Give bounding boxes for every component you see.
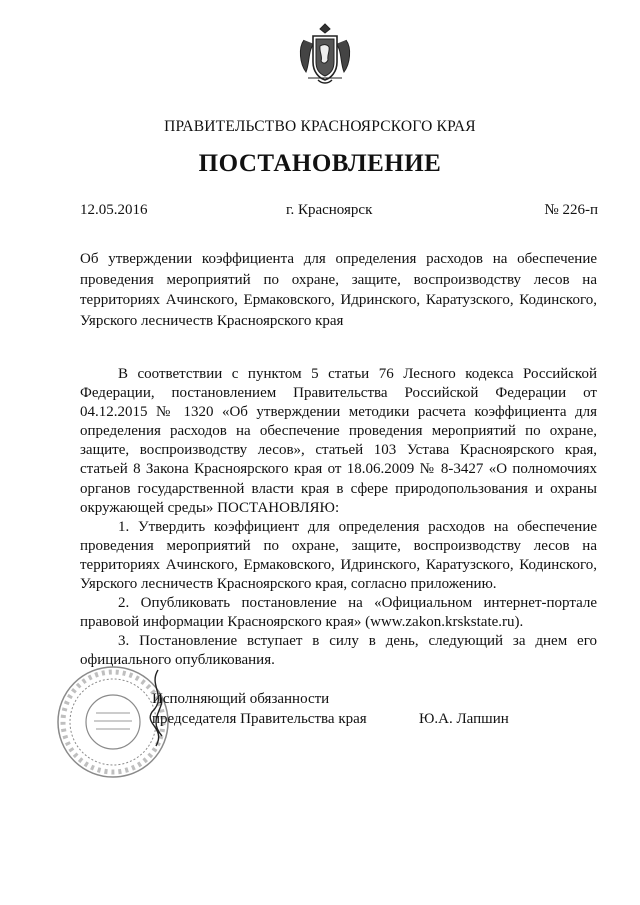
signatory-title-line-1: Исполняющий обязанности [152,691,330,707]
document-number: № 226-п [544,202,598,218]
document-subject: Об утверждении коэффициента для определения расходов на обеспечение проведения мероприятий по охране, защите, воспроизводству лесов на территориях Ачинского, Ермаковского, Идринского, Каратузского, Кодинского, Уярского лесничеств Красноярского края [80,251,597,329]
document-date: 12.05.2016 [80,202,148,218]
body-item-3: 3. Постановление вступает в силу в день, следующий за днем его официального опубликования. [80,633,597,669]
document-city: г. Красноярск [286,202,373,218]
body-preamble: В соответствии с пунктом 5 статьи 76 Лесного кодекса Российской Федерации, постановлением Правительства Российской Федерации от 04.12.2015 № 1320 «Об утверждении методики расчета коэффициента для определения расходов на обеспечение проведения мероприятий по охране, защите, воспроизводству лесов», статьей 103 Устава Красноярского края, статьей 8 Закона Красноярского края от 18.06.2009 № 8-3427 «О полномочиях органов государственной власти края в сфере природопользования и охраны окружающей среды» ПОСТАНОВЛЯЮ: [80,366,597,516]
coat-of-arms-icon [296,22,354,88]
body-item-2: 2. Опубликовать постановление на «Официальном интернет-портале правовой информации Красноярского края» (www.zakon.krskstate.ru). [80,595,597,631]
body-item-1: 1. Утвердить коэффициент для определения расходов на обеспечение проведения мероприятий по охране, защите, воспроизводству лесов на территориях Ачинского, Ермаковского, Идринского, Каратузского, Кодинского, Уярского лесничеств Красноярского края, согласно приложению. [80,518,597,593]
document-body [80,365,597,671]
signatory-name: Ю.А. Лапшин [419,711,509,727]
signatory-title-line-2: председателя Правительства края [152,711,367,727]
organization-title: ПРАВИТЕЛЬСТВО КРАСНОЯРСКОГО КРАЯ [164,118,476,135]
document-type-title: ПОСТАНОВЛЕНИЕ [198,150,442,177]
